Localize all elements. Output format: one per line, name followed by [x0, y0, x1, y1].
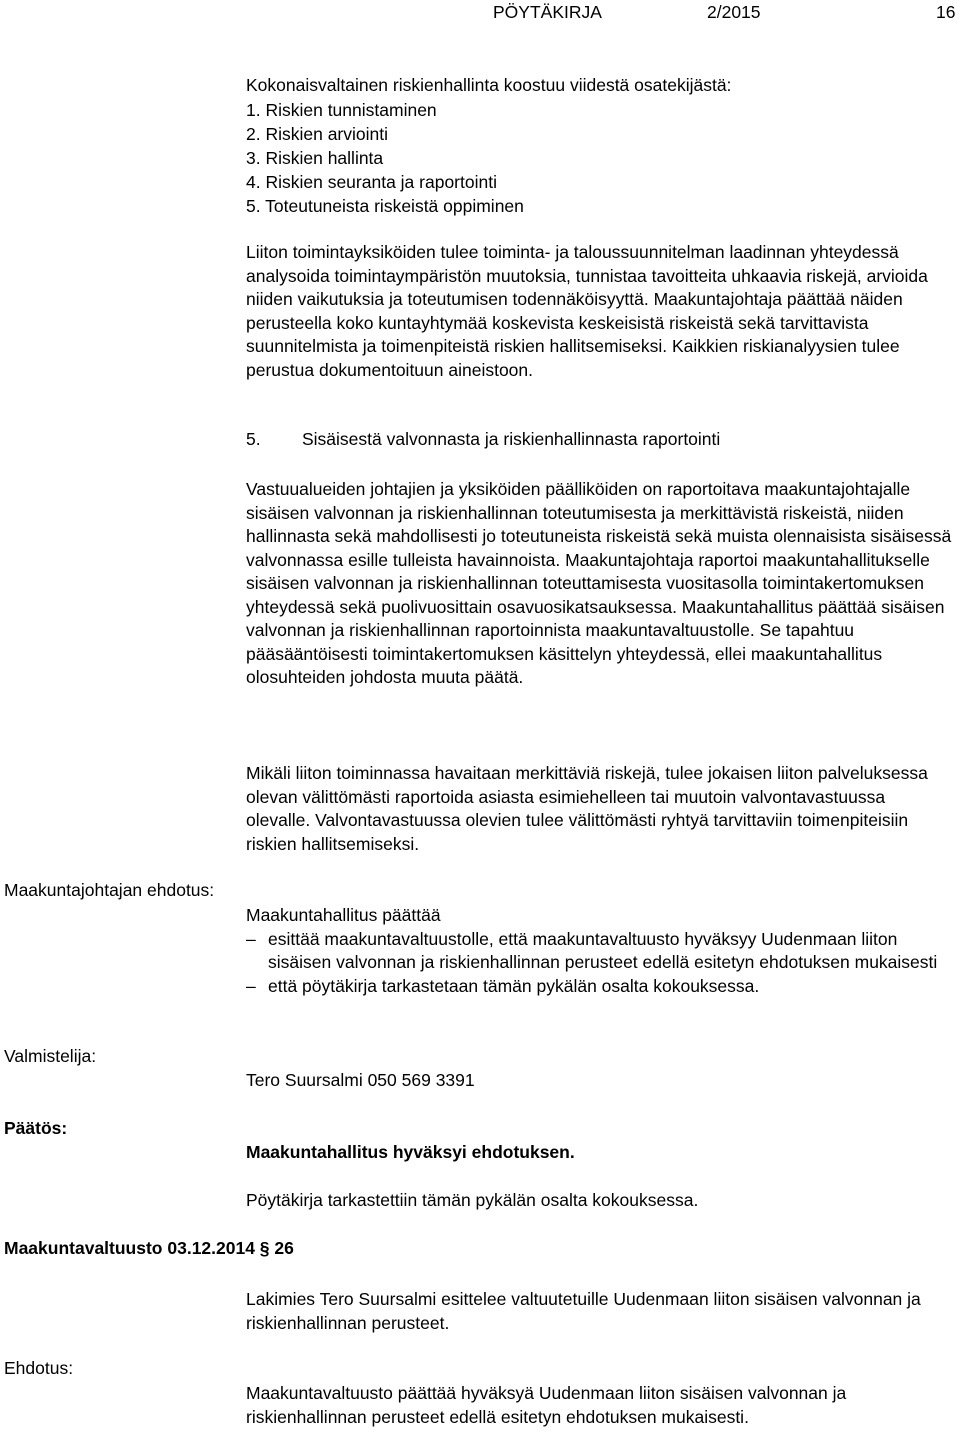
- dash-bullet: –: [246, 975, 256, 996]
- proposal-lead: Maakuntahallitus päättää: [246, 905, 441, 925]
- list-item: – että pöytäkirja tarkastetaan tämän pykälän osalta kokouksessa.: [246, 975, 954, 999]
- council-heading: Maakuntavaltuusto 03.12.2014 § 26: [4, 1238, 294, 1258]
- section-title: Sisäisestä valvonnasta ja riskienhallinnasta raportointi: [302, 429, 721, 449]
- document-type: PÖYTÄKIRJA: [493, 2, 602, 22]
- decision-value: Maakuntahallitus hyväksyi ehdotuksen.: [246, 1142, 575, 1162]
- proposal-list: [246, 928, 954, 999]
- intro-text: Kokonaisvaltainen riskienhallinta koostuu viidestä osatekijästä:: [246, 75, 732, 95]
- council-proposal-value: Maakuntavaltuusto päättää hyväksyä Uudenmaan liiton sisäisen valvonnan ja riskienhallinnan perusteet edellä esitetyn ehdotuksen mukaisesti.: [246, 1383, 847, 1427]
- paragraph-risk-analysis: Liiton toimintayksiköiden tulee toiminta- ja taloussuunnitelman laadinnan yhteydessä analysoida toimintaympäristön muutoksia, tunnistaa tavoitteita uhkaavia riskejä, arvioida niiden vaikutuksia ja toteutumisen todennäköisyyttä. Maakuntajohtaja päättää näiden perusteella koko kuntayhtymää koskevista keskeisistä riskeistä sekä tarvittavista suunnitelmista ja toimenpiteistä riskien hallitsemiseksi. Kaikkien riskianalyysien tulee perustua dokumentoituun aineistoon.: [246, 242, 928, 380]
- list-item: 4. Riskien seuranta ja raportointi: [246, 171, 497, 192]
- preparer-value: Tero Suursalmi 050 569 3391: [246, 1070, 475, 1090]
- paragraph-reporting: Vastuualueiden johtajien ja yksiköiden päälliköiden on raportoitava maakuntajohtajalle sisäisen valvonnan ja riskienhallinnan toteutumisesta ja merkittävistä riskeistä, niiden hallinnasta sekä mahdollisesti jo toteutuneista riskeistä sekä muista olennaisista sisäisessä valvonnassa esille tulleista havainnoista. Maakuntajohtaja raportoi maakuntahallitukselle sisäisen valvonnan ja riskienhallinnan toteuttamisesta vuositasolla toimintakertomuksen yhteydessä sekä puolivuosittain osavuosikatsauksessa. Maakuntahallitus päättää sisäisen valvonnan ja riskienhallinnan raportoinnista maakuntavaltuustolle. Se tapahtuu pääsääntöisesti toimintakertomuksen käsittelyn yhteydessä, ellei maakuntahallitus olosuhteiden johdosta muuta päätä.: [246, 479, 952, 687]
- section-heading: [246, 428, 954, 452]
- page-number: 16: [936, 2, 956, 22]
- section-number: 5.: [246, 429, 261, 449]
- council-proposal-label: Ehdotus:: [4, 1358, 74, 1378]
- risk-components-block: [246, 74, 954, 218]
- document-number: 2/2015: [707, 2, 761, 22]
- proposal-block: [246, 904, 954, 998]
- component-list: [246, 98, 954, 218]
- list-item: 3. Riskien hallinta: [246, 147, 384, 168]
- preparer-label: Valmistelija:: [4, 1046, 97, 1066]
- list-item: 1. Riskien tunnistaminen: [246, 99, 437, 120]
- decision-label: Päätös:: [4, 1118, 68, 1138]
- list-item: 5. Toteutuneista riskeistä oppiminen: [246, 195, 524, 216]
- page-header: [0, 2, 960, 28]
- proposal-label: Maakuntajohtajan ehdotus:: [4, 880, 215, 900]
- paragraph-significant-risks: Mikäli liiton toiminnassa havaitaan merkittäviä riskejä, tulee jokaisen liiton palveluksessa olevan välittömästi raportoida asiasta esimiehelleen tai muutoin valvontavastuussa olevalle. Valvontavastuussa olevien tulee välittömästi ryhtyä tarvittaviin toimenpiteisiin riskien hallitsemiseksi.: [246, 763, 928, 854]
- list-item: – esittää maakuntavaltuustolle, että maakuntavaltuusto hyväksyy Uudenmaan liiton sisäisen valvonnan ja riskienhallinnan perusteet edellä esitetyn ehdotuksen mukaisesti: [246, 928, 938, 972]
- dash-bullet: –: [246, 928, 256, 949]
- decision-note: Pöytäkirja tarkastettiin tämän pykälän osalta kokouksessa.: [246, 1190, 699, 1210]
- council-intro: Lakimies Tero Suursalmi esittelee valtuutetuille Uudenmaan liiton sisäisen valvonnan ja riskienhallinnan perusteet.: [246, 1289, 921, 1333]
- list-item: 2. Riskien arviointi: [246, 123, 388, 144]
